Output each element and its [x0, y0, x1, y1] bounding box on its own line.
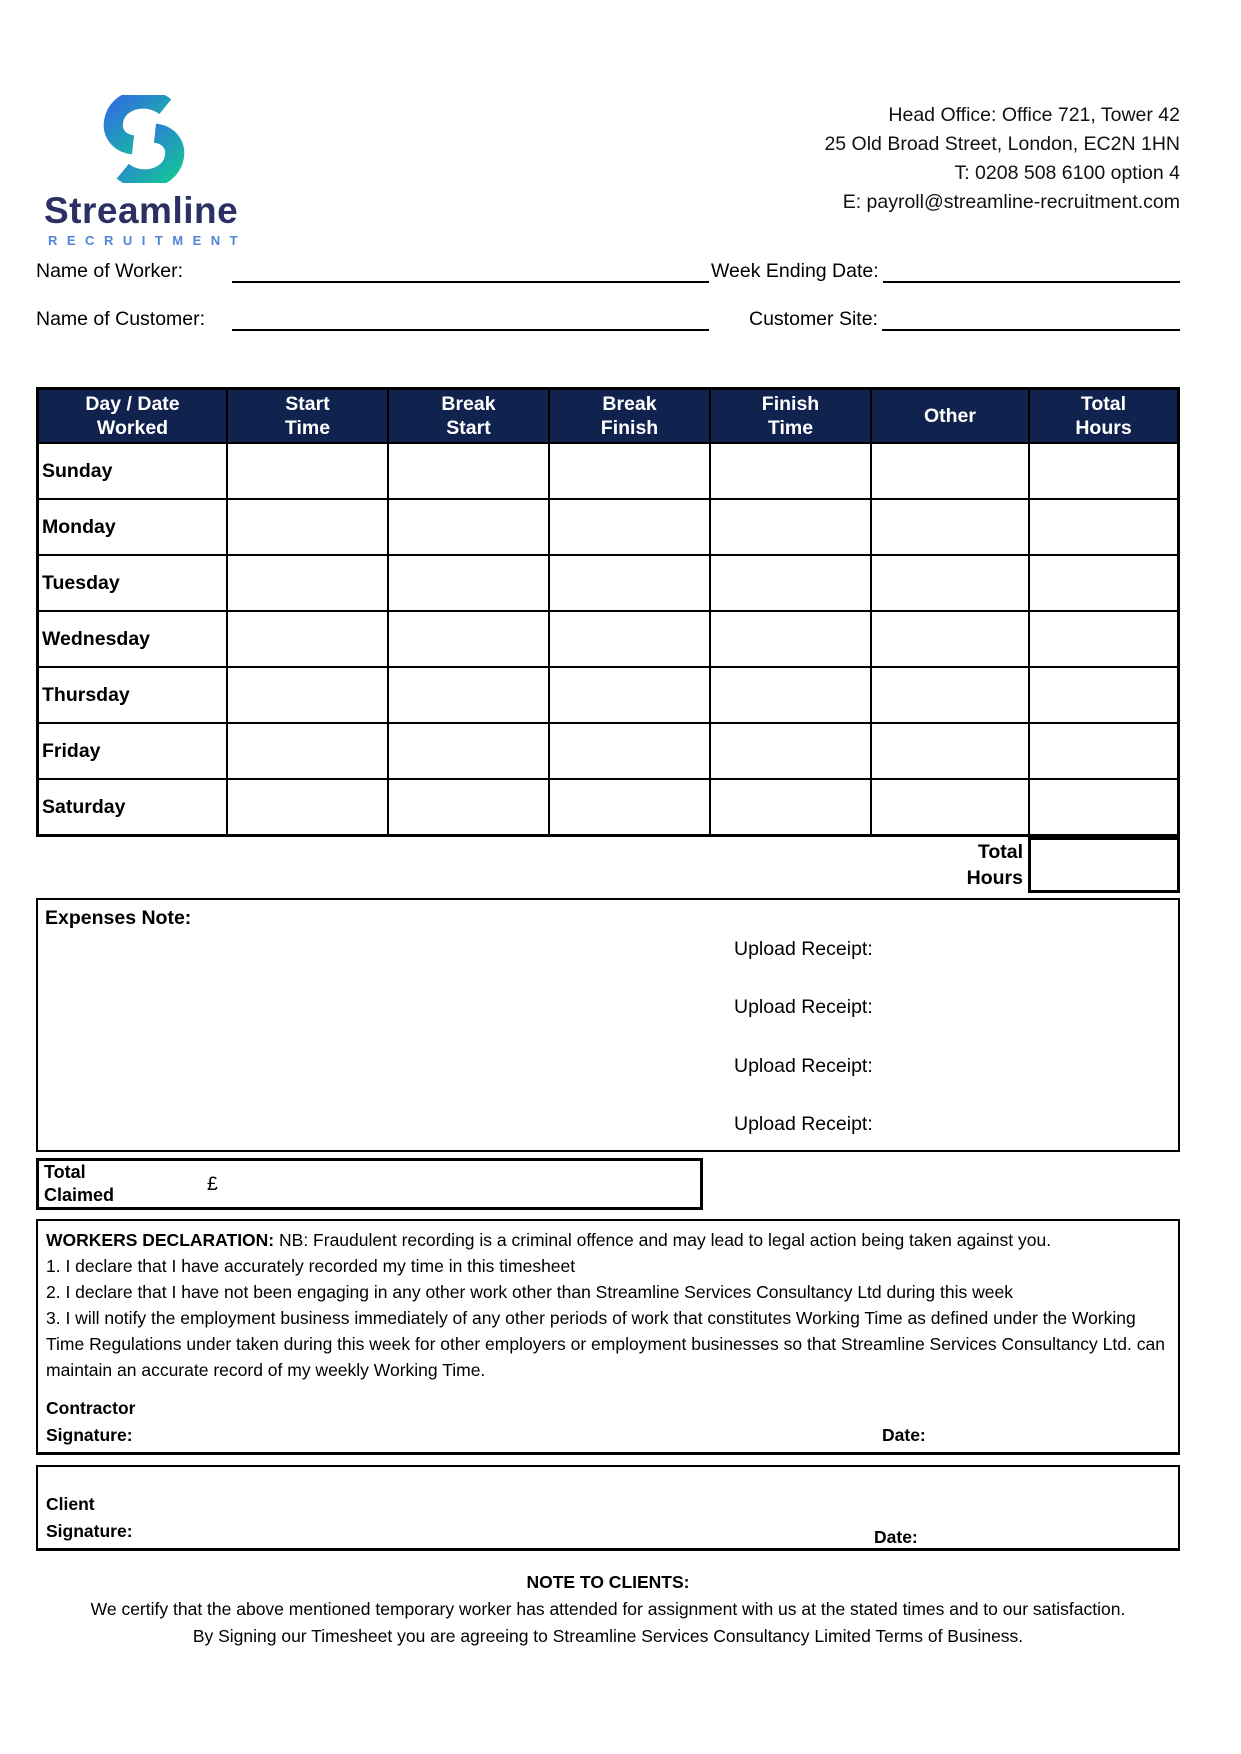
client-signature-row: [46, 1491, 537, 1544]
cell-wednesday-break-start[interactable]: [389, 612, 550, 666]
column-header-day-date-worked: Day / Date Worked: [39, 390, 228, 442]
client-signature-box: [36, 1465, 1180, 1551]
cell-wednesday-finish-time[interactable]: [711, 612, 872, 666]
timesheet-table: [36, 387, 1180, 837]
head-office-address: [824, 95, 1180, 245]
email-line: E: payroll@streamline-recruitment.com: [842, 191, 1180, 213]
cell-monday-other[interactable]: [872, 500, 1030, 554]
cell-tuesday-total-hours[interactable]: [1030, 556, 1177, 610]
week-ending-label: Week Ending Date:: [711, 260, 879, 282]
note-to-clients-title: NOTE TO CLIENTS:: [526, 1572, 690, 1592]
timesheet-row-thursday: [39, 666, 1177, 722]
cell-friday-start-time[interactable]: [228, 724, 389, 778]
column-header-other: Other: [872, 390, 1030, 442]
workers-declaration-box: [36, 1219, 1180, 1455]
cell-tuesday-other[interactable]: [872, 556, 1030, 610]
customer-name-input[interactable]: [232, 303, 709, 331]
customer-site-row: [36, 303, 1180, 331]
cell-wednesday-break-finish[interactable]: [550, 612, 711, 666]
declaration-nb: NB: Fraudulent recording is a criminal offence and may lead to legal action being taken against you.: [279, 1230, 1052, 1250]
cell-tuesday-start-time[interactable]: [228, 556, 389, 610]
declaration-title: WORKERS DECLARATION:: [46, 1230, 275, 1250]
note-to-clients-line1: We certify that the above mentioned temporary worker has attended for assignment with us at the stated times and to our satisfaction.: [90, 1599, 1126, 1619]
total-claimed-input[interactable]: [218, 1161, 700, 1207]
column-header-start-time: Start Time: [228, 390, 389, 442]
address-line: Head Office: Office 721, Tower 42: [888, 104, 1180, 126]
column-header-break-finish: Break Finish: [550, 390, 711, 442]
day-label-saturday: Saturday: [39, 780, 228, 834]
cell-thursday-total-hours[interactable]: [1030, 668, 1177, 722]
timesheet-row-friday: [39, 722, 1177, 778]
day-label-wednesday: Wednesday: [39, 612, 228, 666]
cell-thursday-other[interactable]: [872, 668, 1030, 722]
upload-receipt-label-4[interactable]: Upload Receipt:: [734, 1112, 873, 1135]
total-claimed-label: [39, 1161, 207, 1207]
cell-friday-finish-time[interactable]: [711, 724, 872, 778]
contractor-label-line1: Contractor: [46, 1398, 136, 1418]
cell-sunday-total-hours[interactable]: [1030, 444, 1177, 498]
cell-wednesday-other[interactable]: [872, 612, 1030, 666]
currency-symbol: £: [207, 1172, 218, 1195]
cell-monday-start-time[interactable]: [228, 500, 389, 554]
cell-thursday-break-start[interactable]: [389, 668, 550, 722]
cell-friday-total-hours[interactable]: [1030, 724, 1177, 778]
cell-monday-total-hours[interactable]: [1030, 500, 1177, 554]
expenses-note-box: [36, 898, 1180, 1152]
timesheet-row-monday: [39, 498, 1177, 554]
declaration-item-3: 3. I will notify the employment business immediately of any other periods of work that constitutes Working Time as defined under the Working Time Regulations under taken during this week for other employers or employment businesses so that Streamline Services Consultancy Ltd. can maintain an accurate record of my weekly Working Time.: [46, 1308, 1165, 1380]
total-hours-summary-row: [36, 837, 1180, 893]
cell-sunday-finish-time[interactable]: [711, 444, 872, 498]
phone-line: T: 0208 508 6100 option 4: [954, 162, 1180, 184]
day-label-tuesday: Tuesday: [39, 556, 228, 610]
timesheet-row-tuesday: [39, 554, 1177, 610]
company-logo: [36, 95, 248, 248]
worker-name-label: Name of Worker:: [36, 260, 184, 282]
contractor-signature-row: [46, 1395, 1168, 1448]
contractor-signature-area[interactable]: [137, 1421, 537, 1441]
cell-sunday-start-time[interactable]: [228, 444, 389, 498]
declaration-intro: [46, 1227, 1168, 1253]
cell-thursday-start-time[interactable]: [228, 668, 389, 722]
cell-friday-break-finish[interactable]: [550, 724, 711, 778]
week-ending-input[interactable]: [883, 255, 1180, 283]
cell-thursday-finish-time[interactable]: [711, 668, 872, 722]
cell-saturday-start-time[interactable]: [228, 780, 389, 834]
total-hours-input[interactable]: [1028, 837, 1180, 893]
contractor-date-label: Date:: [882, 1425, 926, 1445]
total-hours-label: [36, 837, 1028, 893]
brand-name: Streamline: [44, 190, 239, 231]
cell-sunday-break-finish[interactable]: [550, 444, 711, 498]
customer-site-input[interactable]: [882, 303, 1180, 331]
cell-monday-finish-time[interactable]: [711, 500, 872, 554]
declaration-item-2: 2. I declare that I have not been engaging in any other work other than Streamline Services Consultancy Ltd during this week: [46, 1282, 1013, 1302]
cell-monday-break-finish[interactable]: [550, 500, 711, 554]
cell-friday-other[interactable]: [872, 724, 1030, 778]
cell-saturday-other[interactable]: [872, 780, 1030, 834]
client-signature-area[interactable]: [137, 1517, 537, 1537]
brand-tagline: RECRUITMENT: [48, 233, 248, 248]
cell-sunday-break-start[interactable]: [389, 444, 550, 498]
column-header-total-hours: Total Hours: [1075, 393, 1132, 439]
total-claimed-label-line2: Claimed: [44, 1185, 115, 1205]
streamline-logo-icon: [102, 95, 186, 183]
cell-thursday-break-finish[interactable]: [550, 668, 711, 722]
upload-receipt-label-1[interactable]: Upload Receipt:: [734, 938, 873, 960]
expenses-note-label: Expenses Note:: [45, 907, 192, 929]
timesheet-row-sunday: [39, 442, 1177, 498]
cell-saturday-total-hours[interactable]: [1030, 780, 1177, 834]
column-header-finish-time: Finish Time: [711, 390, 872, 442]
document-header: [36, 95, 1180, 248]
cell-tuesday-break-start[interactable]: [389, 556, 550, 610]
cell-saturday-break-start[interactable]: [389, 780, 550, 834]
note-to-clients-line2: By Signing our Timesheet you are agreeing to Streamline Services Consultancy Limited Terms of Business.: [192, 1626, 1024, 1646]
cell-wednesday-total-hours[interactable]: [1030, 612, 1177, 666]
cell-saturday-finish-time[interactable]: [711, 780, 872, 834]
address-line: 25 Old Broad Street, London, EC2N 1HN: [824, 133, 1180, 155]
customer-site-label: Customer Site:: [749, 308, 878, 330]
timesheet-row-wednesday: [39, 610, 1177, 666]
upload-receipt-label-3[interactable]: Upload Receipt:: [734, 1054, 873, 1077]
cell-tuesday-finish-time[interactable]: [711, 556, 872, 610]
contractor-date-area[interactable]: [942, 1426, 1182, 1448]
day-label-monday: Monday: [39, 500, 228, 554]
cell-friday-break-start[interactable]: [389, 724, 550, 778]
total-claimed-box: [36, 1158, 703, 1210]
timesheet-row-saturday: [39, 778, 1177, 834]
worker-name-input[interactable]: [232, 255, 709, 283]
day-label-friday: Friday: [39, 724, 228, 778]
cell-wednesday-start-time[interactable]: [228, 612, 389, 666]
cell-monday-break-start[interactable]: [389, 500, 550, 554]
client-label-line2: Signature:: [46, 1521, 133, 1541]
cell-saturday-break-finish[interactable]: [550, 780, 711, 834]
declaration-item-1: 1. I declare that I have accurately recorded my time in this timesheet: [46, 1256, 576, 1276]
upload-receipt-list: [734, 938, 873, 1136]
contractor-label-line2: Signature:: [46, 1425, 133, 1445]
cell-sunday-other[interactable]: [872, 444, 1030, 498]
worker-week-row: [36, 255, 1180, 283]
day-label-thursday: Thursday: [39, 668, 228, 722]
total-hours-label-line2: Hours: [966, 867, 1023, 889]
timesheet-body: [39, 442, 1177, 834]
total-claimed-label-line1: Total: [44, 1162, 86, 1182]
customer-name-label: Name of Customer:: [36, 308, 206, 330]
client-label-line1: Client: [46, 1494, 95, 1514]
upload-receipt-label-2[interactable]: Upload Receipt:: [734, 996, 873, 1019]
total-hours-label-line1: Total: [977, 841, 1023, 863]
column-header-break-start: Break Start: [389, 390, 550, 442]
cell-tuesday-break-finish[interactable]: [550, 556, 711, 610]
client-date-area[interactable]: [934, 1526, 1174, 1548]
day-label-sunday: Sunday: [39, 444, 228, 498]
note-to-clients: [36, 1569, 1180, 1650]
timesheet-header-row: [39, 390, 1177, 442]
client-date-label: Date:: [874, 1527, 918, 1547]
